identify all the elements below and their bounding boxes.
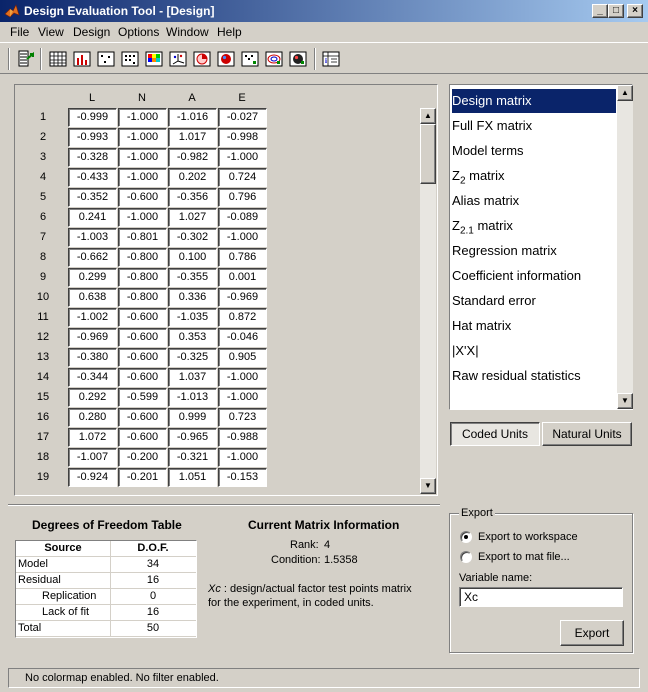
matrix-cell[interactable]: -1.000 [218,368,267,387]
toolbar-separator [314,48,316,70]
matrix-cell[interactable]: -1.000 [218,228,267,247]
minimize-icon: _ [597,5,603,16]
matrix-cell[interactable]: -0.998 [218,128,267,147]
current-matrix-title: Current Matrix Information [248,518,400,532]
menu-view[interactable]: View [38,25,64,39]
matrix-cell[interactable]: -1.000 [118,208,167,227]
bar-chart-icon[interactable] [72,49,92,69]
matrix-cell[interactable]: -0.600 [118,308,167,327]
toolbar-separator [8,48,10,70]
scroll-up-button[interactable] [420,108,436,124]
matrix-cell[interactable]: -0.027 [218,108,267,127]
dof-source: Lack of fit [42,606,90,618]
matrix-cell[interactable]: 0.905 [218,348,267,367]
list-item-label: Full FX matrix [452,118,533,133]
scatter-3d-icon[interactable] [168,49,188,69]
dof-header-source: Source [44,542,82,554]
row-index: 14 [36,371,50,383]
svg-text:i: i [325,57,327,65]
matrix-cell[interactable]: 1.037 [168,368,217,387]
matlab-logo-icon [4,3,20,19]
list-item-suffix: matrix [465,168,505,183]
column-header-a: A [188,92,196,104]
matrix-cell[interactable]: -0.356 [168,188,217,207]
matrix-cell[interactable]: -0.999 [68,108,117,127]
matrix-cell[interactable]: -0.089 [218,208,267,227]
matrix-cell[interactable]: 0.724 [218,168,267,187]
row-index: 17 [36,431,50,443]
row-index: 16 [36,411,50,423]
list-item-label: Hat matrix [452,318,512,333]
matrix-cell[interactable]: -1.000 [218,448,267,467]
matrix-cell[interactable]: -0.046 [218,328,267,347]
matrix-cell[interactable]: -0.380 [68,348,117,367]
matrix-cell[interactable]: -0.433 [68,168,117,187]
matrix-cell[interactable]: -0.200 [118,448,167,467]
dof-source: Total [18,622,42,634]
matrix-cell[interactable]: -1.000 [118,128,167,147]
matrix-cell[interactable]: -1.000 [118,148,167,167]
dof-source: Replication [42,590,97,602]
list-scrollbar[interactable] [617,85,633,409]
export-button[interactable]: Export [560,620,624,646]
matrix-cell[interactable]: 0.299 [68,268,117,287]
matrix-cell[interactable]: 0.723 [218,408,267,427]
dof-value: 16 [146,606,160,618]
matrix-variable-name: Xc [208,583,221,595]
row-index: 18 [36,451,50,463]
arrow-up-icon: ▲ [621,88,629,97]
list-item-subscript: 2 [459,175,466,187]
matrix-cell[interactable]: 0.241 [68,208,117,227]
matrix-cell[interactable]: 0.100 [168,248,217,267]
matrix-cell[interactable]: -0.321 [168,448,217,467]
matrix-cell[interactable]: -0.969 [218,288,267,307]
rank-label: Rank: [290,539,319,551]
dof-header-dof: D.O.F. [137,542,169,554]
list-item-label: Raw residual statistics [452,368,581,383]
matrix-cell[interactable]: 0.999 [168,408,217,427]
matrix-cell[interactable]: -0.662 [68,248,117,267]
matrix-cell[interactable]: -0.800 [118,288,167,307]
dof-title: Degrees of Freedom Table [32,518,182,532]
export-design-icon[interactable] [16,49,36,69]
scatter-plot-icon[interactable] [96,49,116,69]
row-index: 1 [39,111,47,123]
contour-plot-icon[interactable] [264,49,284,69]
list-item-label: |X'X| [452,343,479,358]
row-index: 7 [39,231,47,243]
export-workspace-radio[interactable] [460,531,472,543]
matrix-cell[interactable]: -1.013 [168,388,217,407]
list-scroll-down-button[interactable] [617,393,633,409]
row-index: 5 [39,191,47,203]
matrix-cell[interactable]: -0.600 [118,408,167,427]
row-index: 4 [39,171,47,183]
list-item-label: Alias matrix [452,193,520,208]
matrix-cell[interactable]: -0.924 [68,468,117,487]
matrix-scrollbar[interactable] [420,108,436,494]
dof-value: 34 [146,558,160,570]
matrix-cell[interactable]: -0.982 [168,148,217,167]
matrix-cell[interactable]: -0.600 [118,368,167,387]
heatmap-icon[interactable] [144,49,164,69]
coded-units-button[interactable]: Coded Units [450,422,540,446]
list-item-label: Model terms [452,143,524,158]
natural-units-button[interactable]: Natural Units [542,422,632,446]
scatter-3d-alt-icon[interactable] [240,49,260,69]
row-index: 8 [39,251,47,263]
matrix-cell[interactable]: -0.988 [218,428,267,447]
row-index: 3 [39,151,47,163]
status-text: No colormap enabled. No filter enabled. [25,672,219,684]
matrix-description-text: : design/actual factor test points matrix [220,583,412,595]
dof-row [16,621,196,637]
row-index: 9 [39,271,47,283]
matrix-cell[interactable]: 0.796 [218,188,267,207]
list-item[interactable] [452,364,616,388]
column-header-e: E [238,92,246,104]
matrix-cell[interactable]: -0.800 [118,248,167,267]
matrix-cell[interactable]: 1.072 [68,428,117,447]
matrix-cell[interactable]: 0.202 [168,168,217,187]
scroll-thumb[interactable] [420,124,436,184]
list-item-suffix: matrix [473,218,513,233]
row-index: 2 [39,131,47,143]
list-item[interactable] [452,264,616,288]
matrix-cell[interactable]: -0.600 [118,328,167,347]
list-item-label: Regression matrix [452,243,557,258]
list-item[interactable] [452,289,616,313]
list-item-label: Z [452,218,460,233]
matrix-cell[interactable]: -0.600 [118,348,167,367]
colormap-sphere-icon[interactable] [288,49,308,69]
matrix-cell[interactable]: -1.003 [68,228,117,247]
matrix-cell[interactable]: -1.007 [68,448,117,467]
matrix-cell[interactable]: -0.153 [218,468,267,487]
matrix-cell[interactable]: -1.000 [118,108,167,127]
list-item[interactable] [452,214,616,238]
matrix-cell[interactable]: 1.051 [168,468,217,487]
sphere-icon[interactable] [216,49,236,69]
dof-value: 0 [149,590,157,602]
matrix-cell[interactable]: -0.352 [68,188,117,207]
dof-table [15,540,197,638]
row-index: 6 [39,211,47,223]
matrix-cell[interactable]: -0.325 [168,348,217,367]
menu-window[interactable]: Window [166,25,209,39]
matrix-cell[interactable]: 1.027 [168,208,217,227]
matrix-cell[interactable]: -0.965 [168,428,217,447]
divider [8,504,440,506]
list-item[interactable] [452,114,616,138]
matrix-cell[interactable]: -1.000 [218,148,267,167]
toolbar-separator [40,48,42,70]
status-bar [8,668,640,688]
window-title: Design Evaluation Tool - [Design] [24,4,215,18]
matrix-cell[interactable]: 0.336 [168,288,217,307]
maximize-icon: □ [612,5,620,16]
matrix-cell[interactable]: -0.800 [118,268,167,287]
menu-options[interactable]: Options [118,25,160,39]
dof-source: Residual [18,574,61,586]
row-index: 12 [36,331,50,343]
condition-value: 1.5358 [324,554,358,566]
matrix-cell[interactable]: 0.872 [218,308,267,327]
matrix-cell[interactable]: 0.786 [218,248,267,267]
matrix-cell[interactable]: -0.355 [168,268,217,287]
dof-row [16,573,196,589]
title-bar[interactable] [0,0,648,22]
matrix-cell[interactable]: -1.000 [118,168,167,187]
rank-value: 4 [324,539,331,551]
radio-selected-dot [464,535,468,539]
matrix-cell[interactable]: -0.993 [68,128,117,147]
matrix-cell[interactable]: -1.035 [168,308,217,327]
column-header-n: N [138,92,146,104]
matrix-cell[interactable]: -0.801 [118,228,167,247]
arrow-up-icon: ▲ [424,111,432,120]
dof-row [16,605,196,621]
matrix-type-list[interactable] [449,84,633,410]
arrow-down-icon: ▼ [424,481,432,490]
variable-name-label: Variable name: [459,572,533,584]
export-workspace-label[interactable]: Export to workspace [478,531,578,543]
row-index: 19 [36,471,50,483]
matrix-cell[interactable]: -1.002 [68,308,117,327]
dof-source: Model [18,558,48,570]
menu-help[interactable]: Help [217,25,242,39]
dof-header-row [16,541,196,557]
arrow-down-icon: ▼ [621,396,629,405]
menu-bar [0,22,648,42]
matrix-cell[interactable]: -1.000 [218,388,267,407]
close-button[interactable] [627,4,643,18]
list-item-label: Coefficient information [452,268,582,283]
column-header-l: L [88,92,96,104]
matrix-cell[interactable]: 0.638 [68,288,117,307]
dof-row [16,589,196,605]
list-item-subscript: 2.1 [459,225,474,237]
row-index: 13 [36,351,50,363]
minimize-button[interactable] [592,4,608,18]
dot-grid-icon[interactable] [120,49,140,69]
scroll-down-button[interactable] [420,478,436,494]
list-item-label: Z [452,168,460,183]
close-icon: × [632,5,638,16]
list-item-label: Design matrix [452,93,532,108]
dof-value: 16 [146,574,160,586]
pie-chart-icon[interactable] [192,49,212,69]
matrix-cell[interactable]: -0.344 [68,368,117,387]
row-index: 11 [37,311,49,323]
matrix-description-line2: for the experiment, in coded units. [208,597,374,609]
list-item[interactable] [452,239,616,263]
list-item[interactable] [452,139,616,163]
info-table-icon[interactable] [321,49,341,69]
matrix-cell[interactable]: 0.280 [68,408,117,427]
variable-name-input[interactable]: Xc [459,587,623,607]
export-group-label: Export [461,507,493,519]
maximize-button[interactable] [608,4,624,18]
list-item[interactable] [452,189,616,213]
menu-file[interactable]: File [10,25,30,39]
list-item-label: Standard error [452,293,536,308]
matrix-cell[interactable]: -1.016 [168,108,217,127]
matrix-cell[interactable]: 0.292 [68,388,117,407]
list-item[interactable] [452,314,616,338]
export-matfile-label[interactable]: Export to mat file... [478,551,570,563]
row-index: 15 [36,391,50,403]
export-matfile-radio[interactable] [460,551,472,563]
matrix-description [208,583,412,595]
toolbar [0,42,648,74]
dof-value: 50 [146,622,160,634]
matrix-cell[interactable]: 0.001 [218,268,267,287]
matrix-cell[interactable]: 0.353 [168,328,217,347]
matrix-cell[interactable]: -0.600 [118,188,167,207]
list-item[interactable] [452,164,616,188]
list-item[interactable] [452,89,616,113]
matrix-cell[interactable]: -0.328 [68,148,117,167]
matrix-cell[interactable]: -0.302 [168,228,217,247]
condition-label: Condition: [271,554,321,566]
row-index: 10 [36,291,50,303]
list-scroll-up-button[interactable] [617,85,633,101]
matrix-cell[interactable]: 1.017 [168,128,217,147]
dof-row [16,557,196,573]
matrix-cell[interactable]: -0.201 [118,468,167,487]
matrix-cell[interactable]: -0.599 [118,388,167,407]
menu-design[interactable]: Design [73,25,111,39]
table-view-icon[interactable] [48,49,68,69]
list-item[interactable] [452,339,616,363]
matrix-cell[interactable]: -0.969 [68,328,117,347]
matrix-cell[interactable]: -0.600 [118,428,167,447]
